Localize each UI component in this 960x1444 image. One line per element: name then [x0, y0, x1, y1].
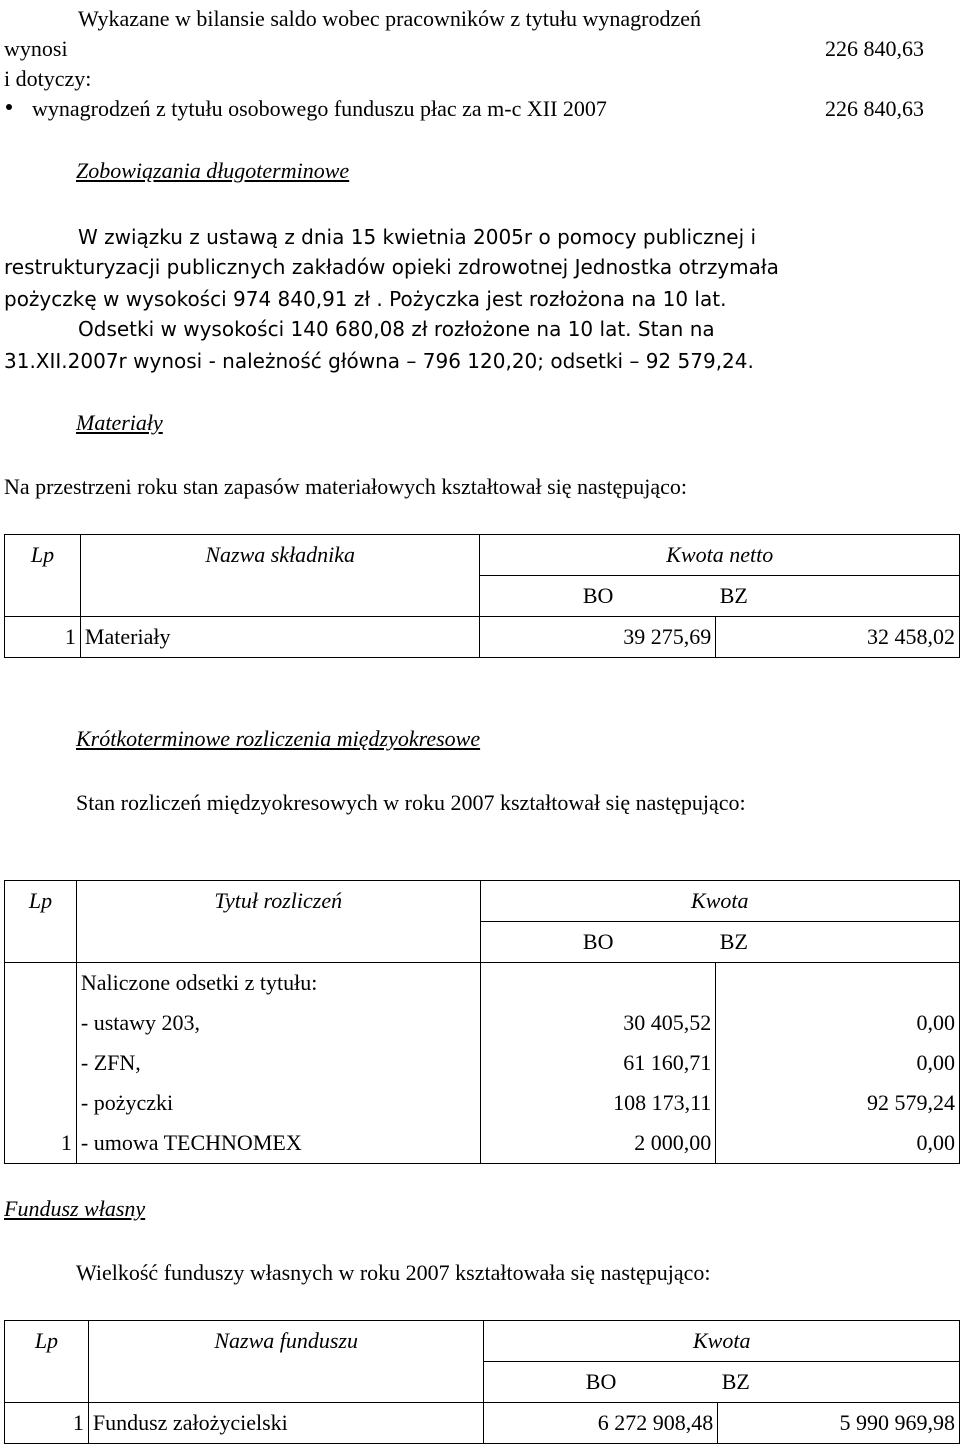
equity-row-bo: 6 272 908,48 [484, 1403, 718, 1444]
accruals-header-amount: Kwota [480, 881, 959, 922]
equity-intro: Wielkość funduszy własnych w roku 2007 kształtowała się następująco: [76, 1260, 711, 1285]
equity-header-bo: BO [484, 1362, 718, 1403]
bullet-value: 226 840,63 [825, 96, 924, 121]
equity-row-lp: 1 [5, 1403, 89, 1444]
table-row [5, 1123, 960, 1164]
materials-header-amount: Kwota netto [480, 535, 960, 576]
accruals-row-name: - ZFN, [76, 1043, 480, 1083]
accruals-intro: Stan rozliczeń międzyokresowych w roku 2007 kształtował się następująco: [76, 790, 746, 815]
bullet-icon [6, 104, 12, 110]
table-row [5, 1083, 960, 1123]
table-row [5, 617, 960, 658]
intro-line-2-label: wynosi [4, 36, 68, 61]
materials-row-bz: 32 458,02 [716, 617, 960, 658]
accruals-heading: Krótkoterminowe rozliczenia międzyokresowe [76, 726, 481, 751]
materials-header-bz: BZ [716, 576, 960, 617]
equity-row-name: Fundusz założycielski [88, 1403, 484, 1444]
materials-header-lp: Lp [5, 535, 81, 576]
accruals-row-bo: 61 160,71 [480, 1043, 716, 1083]
accruals-row-bo: 2 000,00 [480, 1123, 716, 1164]
accruals-table [4, 880, 960, 1164]
accruals-header-name: Tytuł rozliczeń [76, 881, 480, 922]
equity-heading: Fundusz własny [4, 1196, 146, 1221]
equity-header-lp: Lp [5, 1321, 89, 1362]
materials-intro: Na przestrzeni roku stan zapasów materiałowych kształtował się następująco: [4, 474, 687, 499]
equity-header-name: Nazwa funduszu [88, 1321, 484, 1362]
accruals-row-bz: 0,00 [716, 1043, 960, 1083]
materials-header-name: Nazwa składnika [80, 535, 480, 576]
accruals-header-lp: Lp [5, 881, 77, 922]
accruals-header-bz: BZ [716, 922, 960, 963]
long-term-heading: Zobowiązania długoterminowe [76, 158, 350, 183]
materials-row-name: Materiały [80, 617, 480, 658]
table-row [5, 1043, 960, 1083]
long-term-line-3: pożyczkę w wysokości 974 840,91 zł . Pożyczka jest rozłożona na 10 lat. [4, 287, 727, 311]
table-row [5, 1403, 960, 1444]
accruals-row-bo: 30 405,52 [480, 1003, 716, 1043]
accruals-row-bz: 92 579,24 [716, 1083, 960, 1123]
materials-heading: Materiały [76, 410, 163, 435]
equity-table [4, 1320, 960, 1444]
long-term-line-1: W związku z ustawą z dnia 15 kwietnia 2005r o pomocy publicznej i [78, 225, 757, 249]
long-term-line-2: restrukturyzacji publicznych zakładów opieki zdrowotnej Jednostka otrzymała [4, 255, 779, 279]
equity-header-amount: Kwota [484, 1321, 960, 1362]
materials-row-lp: 1 [5, 617, 81, 658]
materials-header-bo: BO [480, 576, 716, 617]
long-term-line-4: Odsetki w wysokości 140 680,08 zł rozłożone na 10 lat. Stan na [78, 317, 715, 341]
accruals-group-label: Naliczone odsetki z tytułu: [76, 963, 480, 1004]
accruals-row-bz: 0,00 [716, 1003, 960, 1043]
equity-row-bz: 5 990 969,98 [718, 1403, 960, 1444]
accruals-header-bo: BO [480, 922, 716, 963]
table-row [5, 1003, 960, 1043]
equity-header-bz: BZ [718, 1362, 960, 1403]
accruals-row-name: - pożyczki [76, 1083, 480, 1123]
intro-line-3: i dotyczy: [4, 66, 92, 91]
intro-line-1: Wykazane w bilansie saldo wobec pracowników z tytułu wynagrodzeń [78, 6, 702, 31]
accruals-row-lp: 1 [5, 1123, 77, 1164]
intro-line-2-value: 226 840,63 [825, 36, 924, 61]
accruals-row-name: - umowa TECHNOMEX [76, 1123, 480, 1164]
long-term-line-5: 31.XII.2007r wynosi - należność główna – 796 120,20; odsetki – 92 579,24. [4, 349, 754, 373]
materials-row-bo: 39 275,69 [480, 617, 716, 658]
accruals-row-name: - ustawy 203, [76, 1003, 480, 1043]
bullet-text: wynagrodzeń z tytułu osobowego funduszu płac za m-c XII 2007 [32, 96, 607, 121]
accruals-row-bz: 0,00 [716, 1123, 960, 1164]
accruals-row-bo: 108 173,11 [480, 1083, 716, 1123]
materials-table [4, 534, 960, 658]
